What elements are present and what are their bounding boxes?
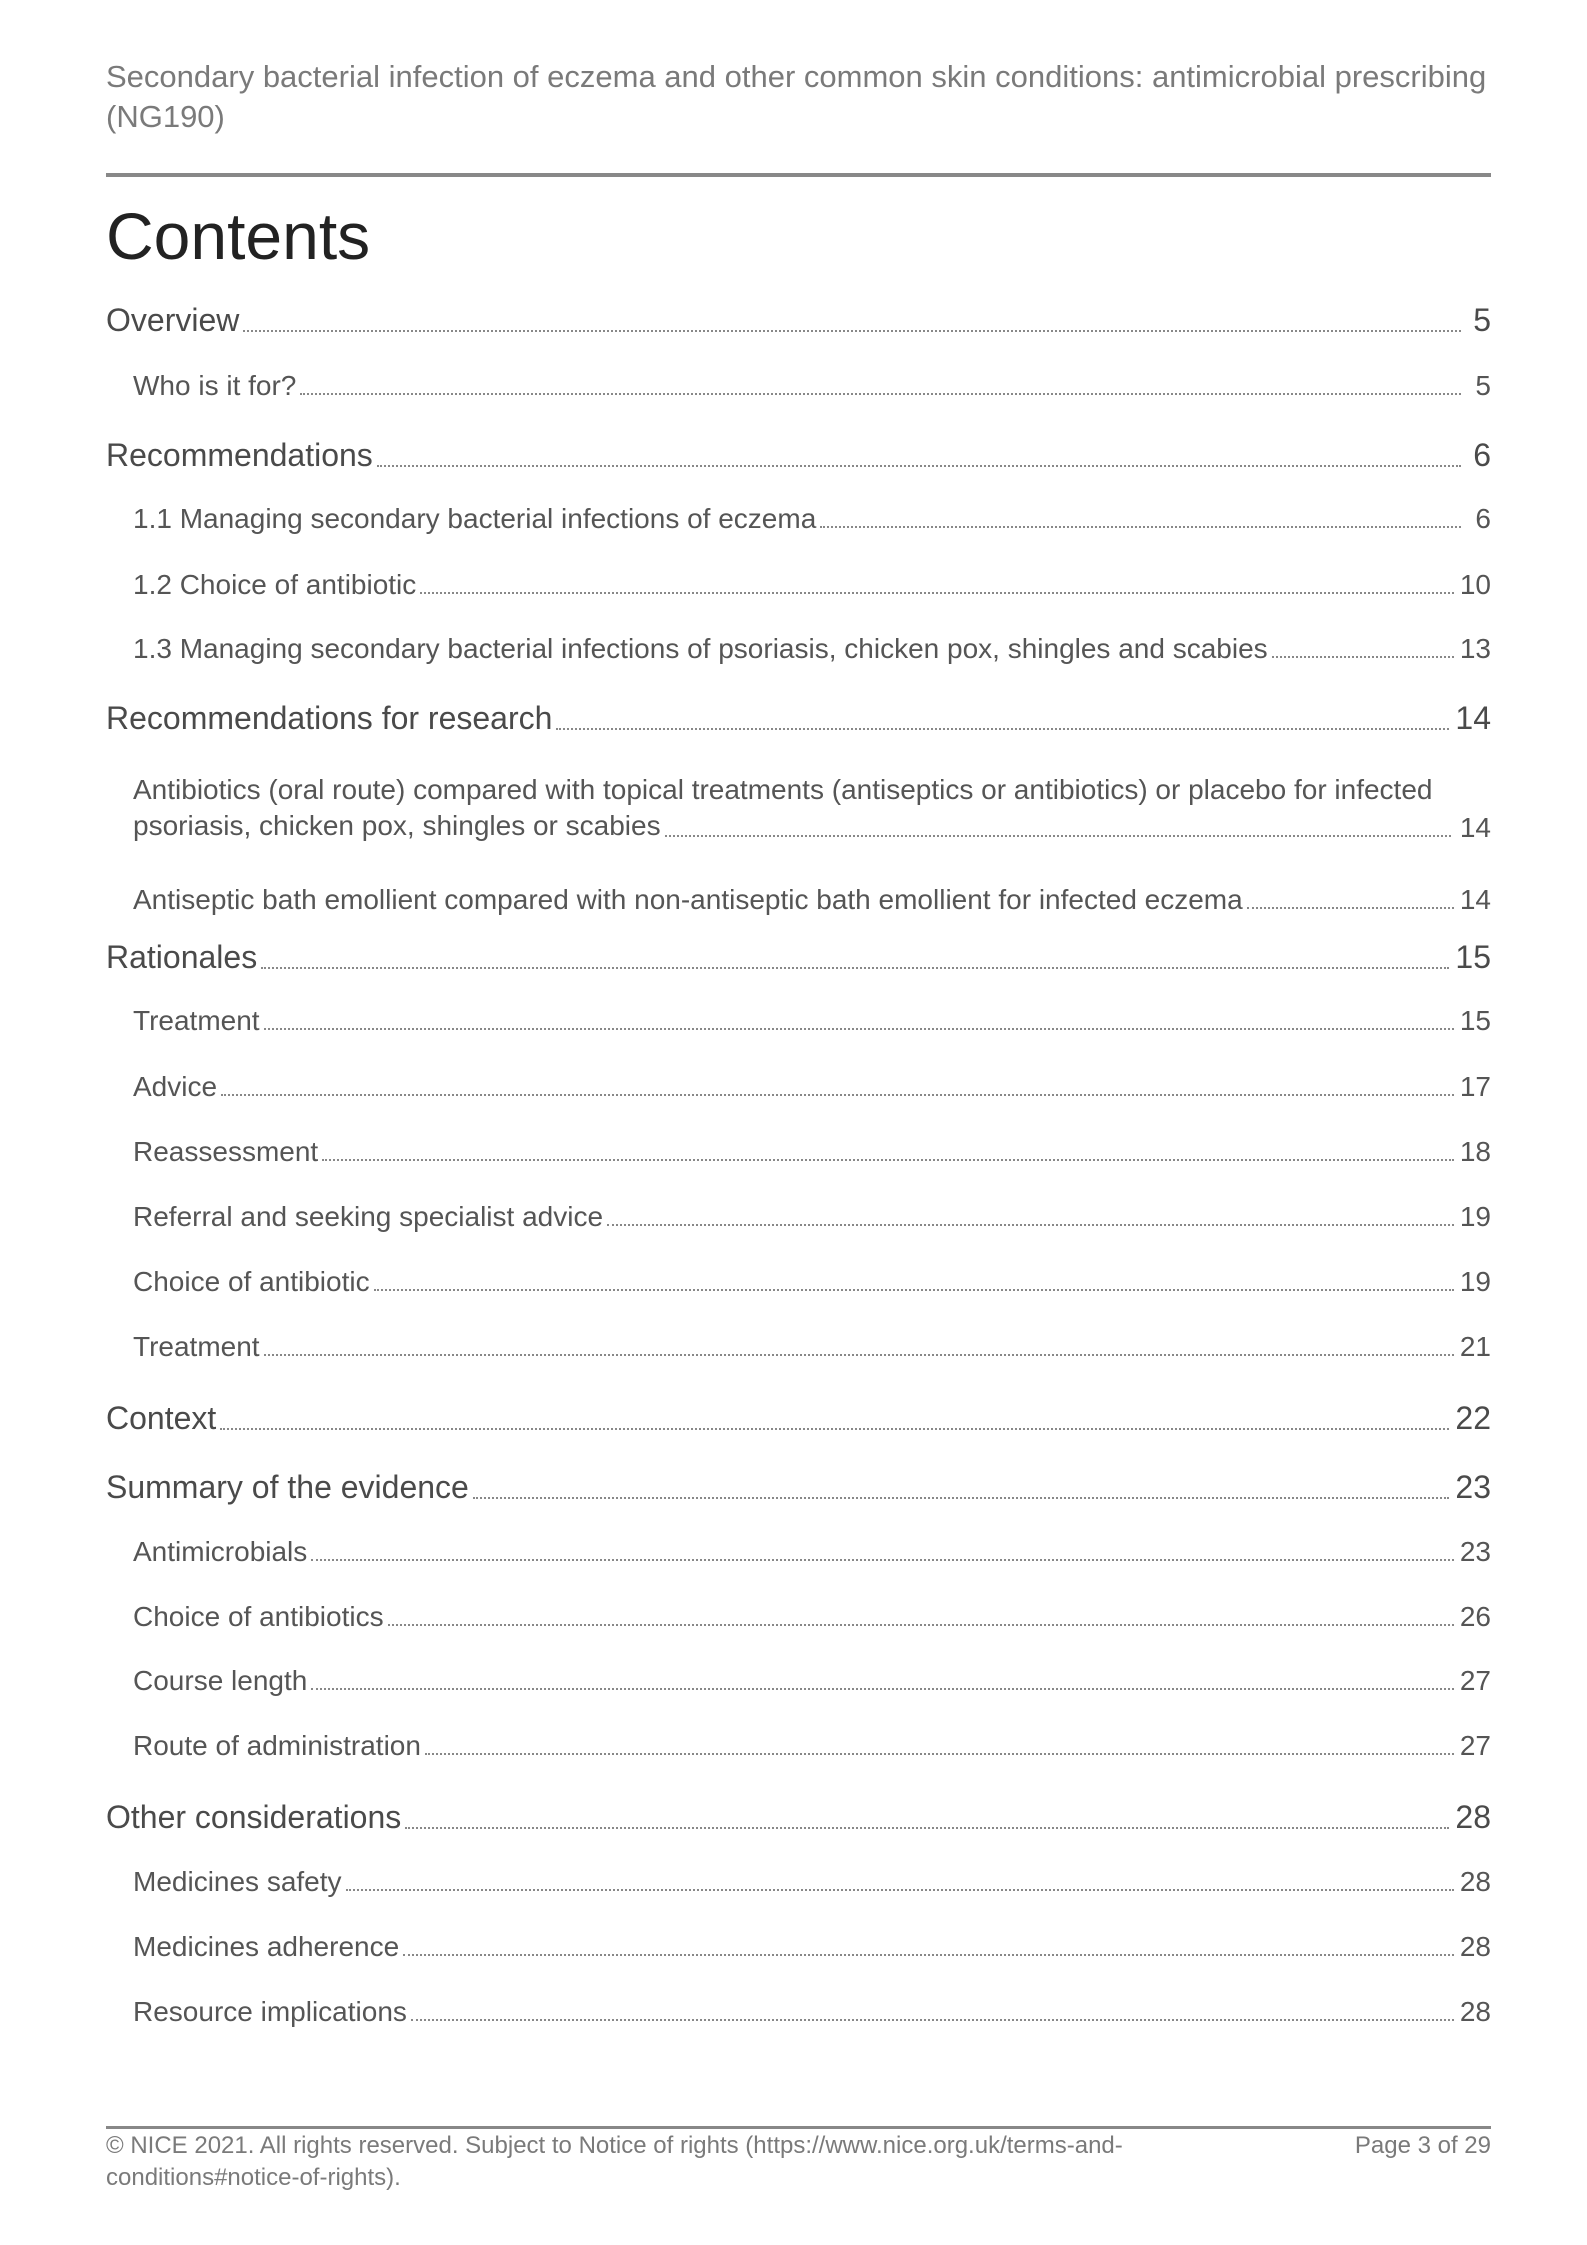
toc-entry-label: Resource implications [133, 1996, 407, 2027]
toc-page-number: 21 [1459, 1331, 1491, 1362]
toc-entry-label: Recommendations for research [106, 700, 553, 736]
toc-entry-section[interactable] [106, 700, 1491, 737]
contents-title: Contents [106, 199, 371, 273]
toc-leader-dots [607, 1223, 1454, 1226]
toc-entry-label: Antimicrobials [133, 1536, 308, 1567]
toc-entry-label: Reassessment [133, 1136, 319, 1167]
toc-entry-label: Choice of antibiotic [133, 1266, 370, 1297]
toc-leader-dots [665, 834, 1451, 837]
toc-page-number: 26 [1459, 1601, 1491, 1632]
toc-entry-label: Treatment [133, 1005, 260, 1036]
toc-leader-dots [322, 1158, 1454, 1161]
toc-entry-subsection[interactable] [106, 1005, 1491, 1037]
toc-entry-section[interactable] [106, 437, 1491, 474]
toc-leader-dots [311, 1687, 1454, 1690]
toc-page-number: 15 [1455, 939, 1491, 975]
toc-leader-dots [403, 1953, 1454, 1956]
toc-entry-subsection[interactable] [106, 1331, 1491, 1363]
toc-page-number: 5 [1475, 370, 1491, 401]
toc-leader-dots [264, 1027, 1454, 1030]
toc-entry-label: Referral and seeking specialist advice [133, 1201, 604, 1232]
footer-copyright: © NICE 2021. All rights reserved. Subject to Notice of rights (https://www.nice.org.uk/terms-and-conditions#notice-of-rights). [106, 2132, 1123, 2191]
toc-entry-label: Choice of antibiotics [133, 1601, 384, 1632]
toc-leader-dots [473, 1496, 1450, 1499]
toc-entry-subsection[interactable] [106, 772, 1491, 844]
toc-leader-dots [1247, 906, 1454, 909]
toc-leader-dots [261, 966, 1449, 969]
toc-leader-dots [820, 525, 1461, 528]
toc-entry-label: Medicines safety [133, 1866, 342, 1897]
toc-page-number: 28 [1459, 1931, 1491, 1962]
toc-entry-label: Antibiotics (oral route) compared with topical treatments (antiseptics or antibiotics) or placebo for infected psoriasis, chicken pox, shingles or scabies [133, 774, 1433, 841]
toc-entry-subsection[interactable] [106, 1996, 1491, 2028]
toc-leader-dots [405, 1826, 1449, 1829]
toc-leader-dots [311, 1558, 1454, 1561]
toc-entry-subsection[interactable] [106, 1866, 1491, 1898]
toc-page-number: 19 [1459, 1201, 1491, 1232]
toc-leader-dots [377, 464, 1461, 467]
footer-divider [106, 2126, 1491, 2129]
toc-leader-dots [346, 1888, 1454, 1891]
document-header-title: Secondary bacterial infection of eczema and other common skin conditions: antimicrobial prescribing (NG190) [106, 59, 1487, 134]
toc-page-number: 14 [1459, 884, 1491, 915]
toc-entry-subsection[interactable] [106, 1601, 1491, 1633]
toc-entry-label: Rationales [106, 939, 258, 975]
toc-leader-dots [264, 1353, 1454, 1356]
toc-entry-subsection[interactable] [106, 1931, 1491, 1963]
toc-leader-dots [374, 1288, 1454, 1291]
toc-leader-dots [300, 392, 1461, 395]
toc-page-number: 23 [1455, 1469, 1491, 1505]
toc-page-number: 17 [1459, 1071, 1491, 1102]
toc-page-number: 14 [1459, 812, 1491, 843]
table-of-contents [106, 0, 1491, 2100]
toc-entry-section[interactable] [106, 1400, 1491, 1437]
toc-entry-label: Summary of the evidence [106, 1469, 469, 1505]
toc-entry-label: Route of administration [133, 1730, 421, 1761]
toc-leader-dots [388, 1623, 1454, 1626]
toc-entry-subsection[interactable] [106, 569, 1491, 601]
toc-entry-label: 1.3 Managing secondary bacterial infections of psoriasis, chicken pox, shingles and scabies [133, 633, 1268, 664]
toc-entry-section[interactable] [106, 1799, 1491, 1836]
toc-entry-subsection[interactable] [106, 1071, 1491, 1103]
toc-page-number: 5 [1473, 302, 1491, 338]
toc-page-number: 28 [1459, 1996, 1491, 2027]
toc-leader-dots [411, 2018, 1454, 2021]
toc-entry-subsection[interactable] [106, 1201, 1491, 1233]
toc-leader-dots [243, 329, 1461, 332]
toc-entry-subsection[interactable] [106, 1136, 1491, 1168]
toc-page-number: 27 [1459, 1730, 1491, 1761]
toc-page-number: 6 [1475, 503, 1491, 534]
toc-entry-subsection[interactable] [106, 1730, 1491, 1762]
toc-page-number: 18 [1459, 1136, 1491, 1167]
toc-entry-subsection[interactable] [106, 884, 1491, 916]
toc-entry-subsection[interactable] [106, 370, 1491, 402]
toc-leader-dots [556, 727, 1449, 730]
toc-entry-label: 1.1 Managing secondary bacterial infections of eczema [133, 503, 817, 534]
toc-page-number: 22 [1455, 1400, 1491, 1436]
toc-page-number: 28 [1459, 1866, 1491, 1897]
toc-entry-label: Advice [133, 1071, 218, 1102]
toc-leader-dots [425, 1752, 1454, 1755]
toc-entry-label: Medicines adherence [133, 1931, 400, 1962]
toc-page-number: 14 [1455, 700, 1491, 736]
toc-page-number: 19 [1459, 1266, 1491, 1297]
toc-leader-dots [221, 1093, 1454, 1096]
toc-entry-subsection[interactable] [106, 1536, 1491, 1568]
toc-leader-dots [220, 1427, 1449, 1430]
toc-entry-label: Course length [133, 1665, 308, 1696]
toc-entry-section[interactable] [106, 1469, 1491, 1506]
toc-leader-dots [420, 591, 1454, 594]
toc-entry-section[interactable] [106, 302, 1491, 339]
toc-entry-subsection[interactable] [106, 633, 1491, 665]
toc-entry-label: Other considerations [106, 1799, 402, 1835]
toc-entry-label: Antiseptic bath emollient compared with non-antiseptic bath emollient for infected eczema [133, 884, 1243, 915]
toc-entry-label: Treatment [133, 1331, 260, 1362]
toc-entry-label: 1.2 Choice of antibiotic [133, 569, 417, 600]
toc-entry-subsection[interactable] [106, 1266, 1491, 1298]
toc-page-number: 13 [1459, 633, 1491, 664]
toc-entry-label: Recommendations [106, 437, 373, 473]
toc-page-number: 6 [1473, 437, 1491, 473]
toc-entry-subsection[interactable] [106, 1665, 1491, 1697]
toc-page-number: 27 [1459, 1665, 1491, 1696]
toc-entry-label: Overview [106, 302, 240, 338]
toc-entry-subsection[interactable] [106, 503, 1491, 535]
toc-page-number: 28 [1455, 1799, 1491, 1835]
toc-page-number: 10 [1459, 569, 1491, 600]
toc-entry-label: Who is it for? [133, 370, 297, 401]
document-page [106, 0, 1491, 2245]
footer-page-number: Page 3 of 29 [1354, 2132, 1491, 2159]
toc-leader-dots [1272, 655, 1454, 658]
toc-page-number: 23 [1459, 1536, 1491, 1567]
toc-entry-section[interactable] [106, 939, 1491, 976]
toc-entry-label: Context [106, 1400, 217, 1436]
toc-page-number: 15 [1459, 1005, 1491, 1036]
